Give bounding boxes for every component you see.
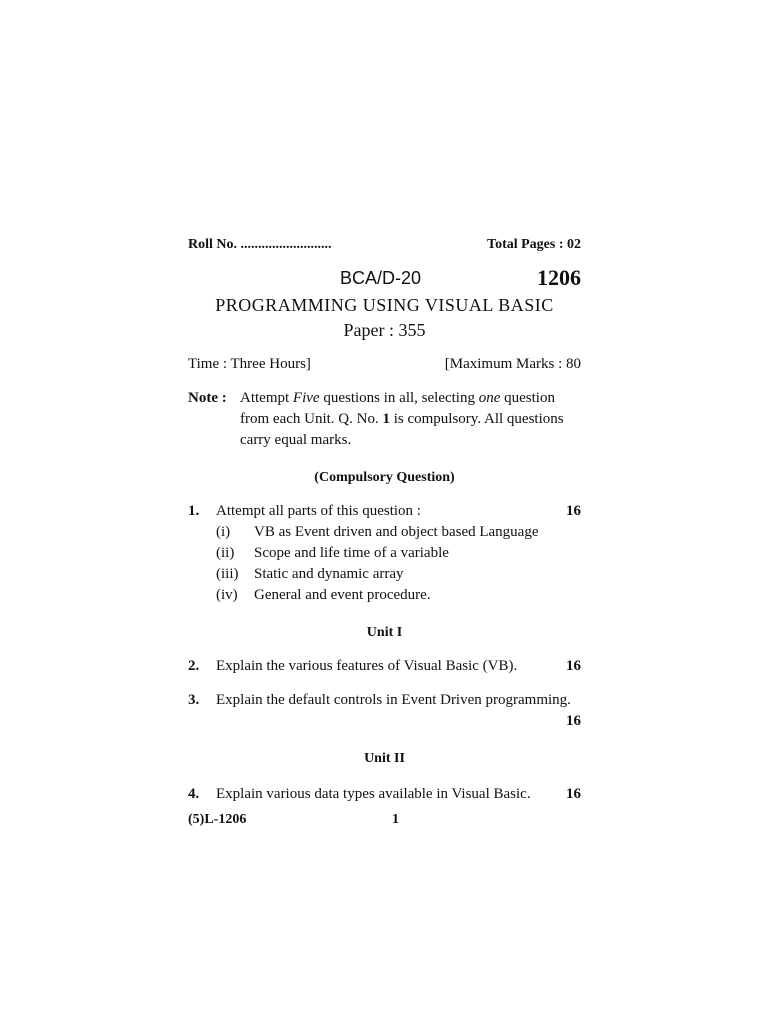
- question-1-text: Attempt all parts of this question :: [216, 503, 421, 519]
- note-one: one: [478, 390, 501, 406]
- maximum-marks: [Maximum Marks : 80: [444, 356, 581, 372]
- question-2-number: 2.: [188, 658, 200, 674]
- paper-code: BCA/D-20: [340, 268, 422, 288]
- question-2-marks: 16: [566, 658, 581, 674]
- question-4-marks: 16: [566, 786, 581, 802]
- unit-1-heading: Unit I: [366, 625, 403, 640]
- subject-title: PROGRAMMING USING VISUAL BASIC: [215, 295, 554, 315]
- question-1-marks: 16: [566, 503, 581, 519]
- question-4-text: Explain various data types available in Visual Basic.: [216, 786, 531, 802]
- note-line-3: carry equal marks.: [240, 432, 352, 448]
- time-limit: Time : Three Hours]: [188, 356, 311, 372]
- note-five: Five: [292, 390, 320, 406]
- total-pages: Total Pages : 02: [487, 237, 581, 252]
- footer-code: (5)L-1206: [188, 812, 247, 827]
- part-ii-number: (ii): [216, 545, 235, 561]
- roll-no: Roll No. ..........................: [188, 237, 332, 252]
- part-i-text: VB as Event driven and object based Language: [254, 524, 539, 540]
- note-line-1: Attempt Five questions in all, selecting one question: [240, 390, 555, 406]
- unit-2-heading: Unit II: [364, 751, 405, 766]
- part-iii-number: (iii): [216, 566, 239, 582]
- part-i-number: (i): [216, 524, 231, 540]
- question-3-marks: 16: [566, 713, 581, 729]
- page-number: 1: [392, 812, 399, 827]
- question-2-text: Explain the various features of Visual Basic (VB).: [216, 658, 518, 674]
- question-4-number: 4.: [188, 786, 200, 802]
- compulsory-heading: (Compulsory Question): [314, 470, 455, 485]
- question-3-number: 3.: [188, 692, 200, 708]
- question-1-number: 1.: [188, 503, 200, 519]
- note-line-2: from each Unit. Q. No. 1 is compulsory. All questions: [240, 411, 564, 427]
- part-ii-text: Scope and life time of a variable: [254, 545, 449, 561]
- part-iii-text: Static and dynamic array: [254, 566, 404, 582]
- paper-number-line: Paper : 355: [343, 320, 426, 340]
- part-iv-text: General and event procedure.: [254, 587, 431, 603]
- paper-number: 1206: [537, 265, 581, 290]
- question-3-text: Explain the default controls in Event Driven programming.: [216, 692, 571, 708]
- part-iv-number: (iv): [216, 587, 238, 603]
- note-label: Note :: [188, 390, 227, 406]
